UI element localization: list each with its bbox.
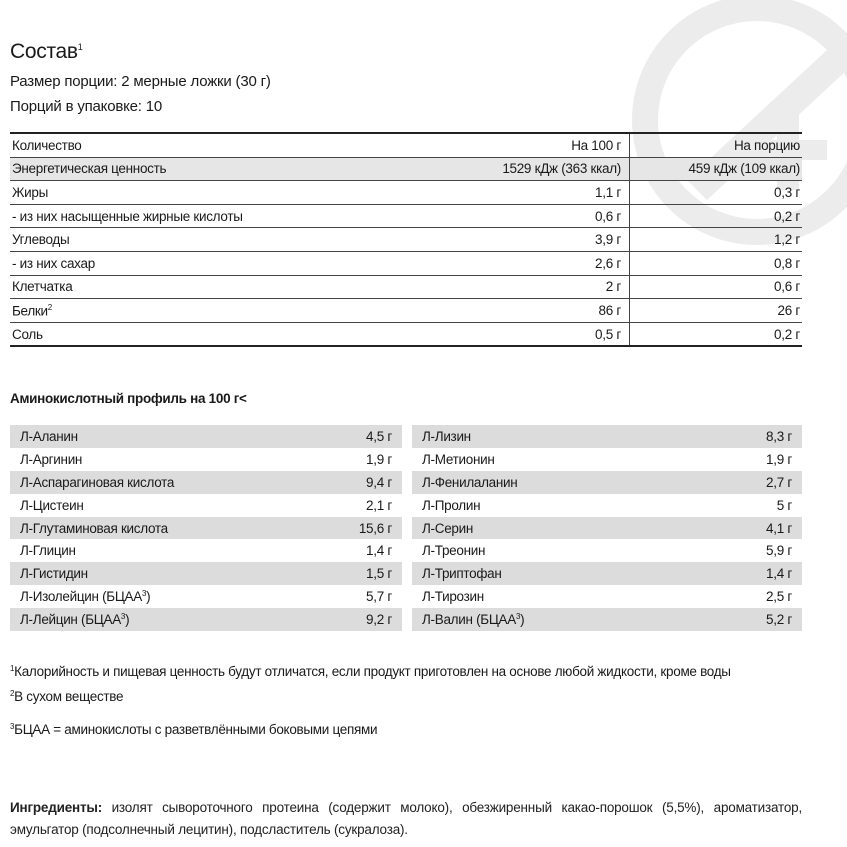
nutrition-row (10, 181, 802, 205)
nutrient-per-serving: 26 г (777, 302, 800, 318)
amino-name: Л-Цистеин (20, 497, 84, 513)
amino-name: Л-Изолейцин (БЦАА$^3$) (20, 589, 151, 605)
amino-value: 5,2 г (766, 612, 792, 628)
amino-table-right (412, 425, 802, 631)
amino-name: Л-Валин (БЦАА$^3$) (422, 612, 525, 628)
amino-row (10, 539, 402, 562)
nutrient-per100: 3,9 г (478, 228, 630, 251)
nutrition-table (10, 132, 802, 347)
nutrient-name: Клетчатка (12, 279, 73, 295)
ingredients-label: Ингредиенты: (10, 800, 103, 815)
amino-profile-title: Аминокислотный профиль на 100 г< (10, 391, 247, 406)
amino-row (10, 471, 402, 494)
nutrition-row (10, 323, 802, 346)
nutrient-per100: 86 г (478, 299, 630, 322)
amino-row (412, 562, 802, 585)
amino-value: 1,9 г (766, 451, 792, 467)
page-title: Состав$^1$ (10, 40, 83, 63)
nutrient-name: Соль (12, 326, 43, 342)
amino-row (412, 539, 802, 562)
nutrient-per-serving: 0,2 г (774, 326, 800, 342)
amino-name: Л-Тирозин (422, 589, 484, 605)
nutrition-row (10, 158, 802, 182)
nutrient-per100: 1,1 г (478, 181, 630, 204)
amino-name: Л-Триптофан (422, 566, 502, 582)
nutrition-row (10, 228, 802, 252)
nutrient-per-serving: 0,3 г (774, 184, 800, 200)
amino-row (10, 585, 402, 608)
amino-row (412, 448, 802, 471)
nutrient-per100: 0,6 г (478, 205, 630, 228)
amino-value: 1,4 г (366, 543, 392, 559)
amino-name: Л-Серин (422, 520, 474, 536)
nutrient-name: Углеводы (12, 232, 70, 248)
amino-row (412, 494, 802, 517)
nutrition-header-name: Количество (12, 137, 82, 153)
amino-table-left (10, 425, 402, 631)
amino-name: Л-Аланин (20, 428, 78, 444)
amino-row (412, 585, 802, 608)
amino-value: 4,5 г (366, 428, 392, 444)
amino-row (10, 494, 402, 517)
nutrient-per-serving: 1,2 г (774, 232, 800, 248)
nutrient-name: - из них насыщенные жирные кислоты (12, 208, 243, 224)
nutrition-row (10, 205, 802, 229)
nutrient-per100: 1529 кДж (363 ккал) (478, 158, 630, 181)
amino-value: 9,4 г (366, 474, 392, 490)
amino-name: Л-Гистидин (20, 566, 88, 582)
nutrient-per-serving: 0,8 г (774, 255, 800, 271)
serving-size: Размер порции: 2 мерные ложки (30 г) (10, 73, 271, 90)
amino-name: Л-Глутаминовая кислота (20, 520, 168, 536)
amino-value: 5,9 г (766, 543, 792, 559)
amino-name: Л-Лизин (422, 428, 471, 444)
amino-name: Л-Аспарагиновая кислота (20, 474, 175, 490)
amino-row (10, 608, 402, 631)
footnote: $^3$БЦАА = аминокислоты с разветвлёнными боковыми цепями (10, 722, 378, 737)
amino-value: 5 г (776, 497, 792, 513)
amino-row (412, 471, 802, 494)
servings-per-pack: Порций в упаковке: 10 (10, 98, 163, 115)
nutrient-name: Жиры (12, 184, 49, 200)
amino-name: Л-Метионин (422, 451, 495, 467)
amino-name: Л-Лейцин (БЦАА$^3$) (20, 612, 130, 628)
amino-name: Л-Треонин (422, 543, 486, 559)
amino-row (412, 608, 802, 631)
ingredients-paragraph (10, 797, 802, 841)
nutrient-per-serving: 459 кДж (109 ккал) (688, 161, 800, 177)
nutrient-name: Энергетическая ценность (12, 161, 167, 177)
nutrient-per-serving: 0,6 г (774, 279, 800, 295)
amino-value: 1,4 г (766, 566, 792, 582)
amino-value: 1,5 г (366, 566, 392, 582)
amino-value: 2,7 г (766, 474, 792, 490)
nutrient-per100: 2,6 г (478, 252, 630, 275)
amino-value: 8,3 г (766, 428, 792, 444)
nutrition-header-per100: На 100 г (478, 134, 630, 157)
amino-row (10, 562, 402, 585)
amino-value: 5,7 г (366, 589, 392, 605)
amino-row (10, 425, 402, 448)
nutrient-name: Белки$^2$ (12, 302, 52, 319)
nutrient-per100: 0,5 г (478, 323, 630, 346)
footnote: $^1$Калорийность и пищевая ценность будут отличатся, если продукт приготовлен на основе любой жидкости, кроме воды (10, 664, 731, 679)
footnote: $^2$В сухом веществе (10, 689, 124, 704)
amino-value: 1,9 г (366, 451, 392, 467)
amino-row (10, 517, 402, 540)
amino-name: Л-Аргинин (20, 451, 83, 467)
nutrient-per100: 2 г (478, 276, 630, 299)
amino-name: Л-Фенилаланин (422, 474, 518, 490)
amino-value: 15,6 г (358, 520, 392, 536)
amino-value: 9,2 г (366, 612, 392, 628)
nutrition-row (10, 299, 802, 323)
amino-row (10, 448, 402, 471)
nutrition-header-serving: На порцию (733, 137, 800, 153)
amino-name: Л-Пролин (422, 497, 481, 513)
amino-value: 2,1 г (366, 497, 392, 513)
nutrition-header-row (10, 134, 802, 158)
amino-row (412, 425, 802, 448)
nutrition-row (10, 276, 802, 300)
nutrient-name: - из них сахар (12, 255, 95, 271)
nutrient-per-serving: 0,2 г (774, 208, 800, 224)
amino-value: 2,5 г (766, 589, 792, 605)
amino-name: Л-Глицин (20, 543, 76, 559)
amino-row (412, 517, 802, 540)
ingredients-text: изолят сывороточного протеина (содержит молоко), обезжиренный какао-порошок (5,5%), ароматизатор, эмульгатор (подсолнечный лецитин), подсластитель (сукралоза). (10, 800, 802, 837)
amino-value: 4,1 г (766, 520, 792, 536)
nutrition-row (10, 252, 802, 276)
